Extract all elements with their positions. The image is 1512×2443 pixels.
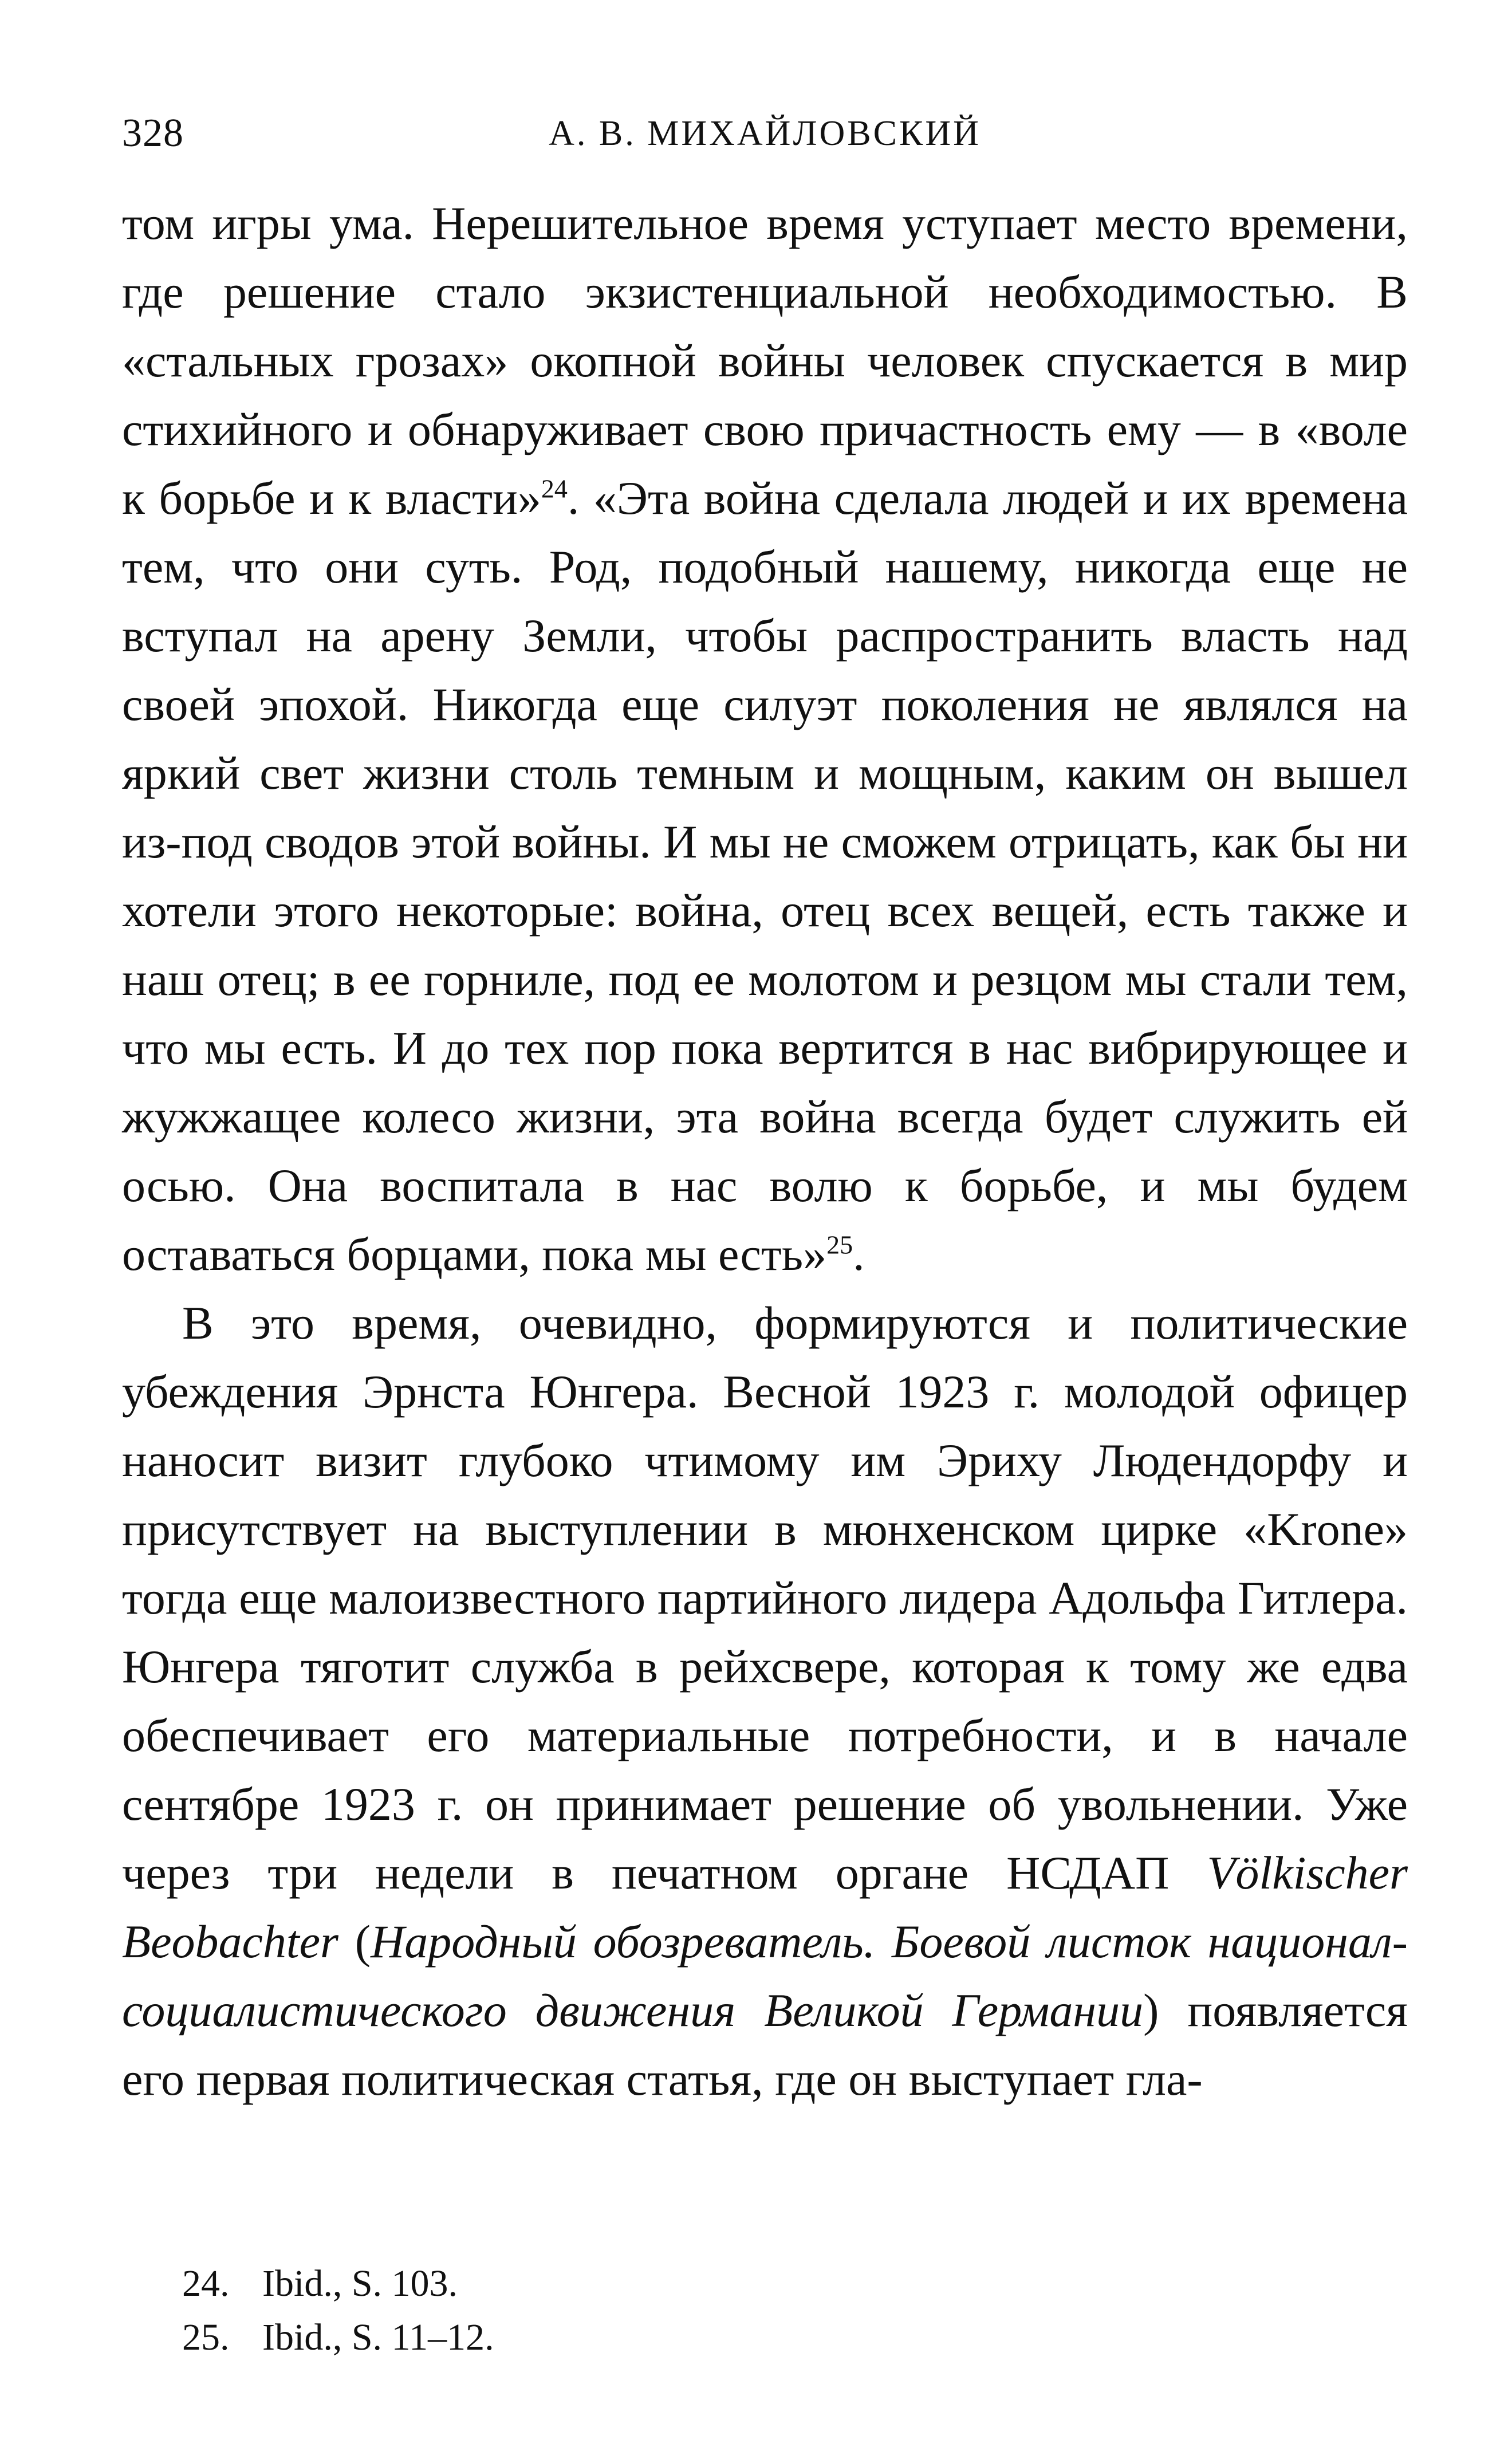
- paragraph-2-text: В это время, очевидно, формируются и политические убеждения Эрнста Юнгера. Весной 1923 г. молодой офицер наносит визит глубоко чтимому им Эриху Людендорфу и присутствует на выступлении в мюнхенском цирке «Krone» тогда еще малоизвестного партийного лидера Адольфа Гитлера. Юнгера тяготит служба в рейхсвере, которая к тому же едва обеспечивает его материальные потребности, и в начале сентябре 1923 г. он принимает решение об увольнении. Уже через три недели в печатном органе НСДАП: [122, 1297, 1408, 1899]
- newspaper-title: Völkischer Beobachter: [122, 1847, 1408, 1968]
- newspaper-subtitle: Народный обозреватель. Боевой листок национал-социалистического движения Великой Германии: [122, 1915, 1408, 2036]
- footnote-24: [182, 2257, 494, 2311]
- paragraph-1-end: .: [853, 1228, 865, 1280]
- paragraph-2-mid: (: [338, 1915, 371, 1968]
- page-number: 328: [122, 111, 184, 155]
- footnote-number: 24.: [182, 2263, 230, 2304]
- footnotes: [182, 2257, 494, 2365]
- body-text: [122, 189, 1408, 2114]
- running-head-title: А. В. МИХАЙЛОВСКИЙ: [549, 114, 981, 153]
- book-page: [122, 103, 1408, 2371]
- footnote-text: Ibid., S. 11–12.: [262, 2316, 494, 2358]
- paragraph-2: [122, 1289, 1408, 2114]
- footnote-25: [182, 2311, 494, 2365]
- paragraph-1-quote: . «Эта война сделала людей и их времена тем, что они суть. Род, подобный нашему, никогда еще не вступал на арену Земли, чтобы распространить власть над своей эпохой. Никогда еще силуэт поколения не являлся на яркий свет жизни столь темным и мощным, каким он вышел из-под сводов этой войны. И мы не сможем отрицать, как бы ни хотели этого некоторые: война, отец всех вещей, есть также и наш отец; в ее горниле, под ее молотом и резцом мы стали тем, что мы есть. И до тех пор пока вертится в нас вибрирующее и жужжащее колесо жизни, эта война всегда будет служить ей осью. Она воспитала в нас волю к борьбе, и мы будем оставаться борцами, пока мы есть»: [122, 472, 1408, 1280]
- paragraph-1: [122, 189, 1408, 1289]
- paragraph-1-text: том игры ума. Нерешительное время уступает место времени, где решение стало экзистенциальной необходимостью. В «стальных грозах» окопной войны человек спускается в мир стихийного и обнаруживает свою причастность ему — в «воле к борьбе и к власти»: [122, 197, 1408, 524]
- footnote-number: 25.: [182, 2316, 230, 2358]
- footnote-ref-24: 24: [541, 474, 568, 503]
- running-head: [122, 103, 1408, 189]
- footnote-text: Ibid., S. 103.: [262, 2263, 458, 2304]
- paragraph-2-end: ) появляется его первая политическая статья, где он выступает гла-: [122, 1984, 1408, 2105]
- footnote-ref-25: 25: [826, 1230, 853, 1260]
